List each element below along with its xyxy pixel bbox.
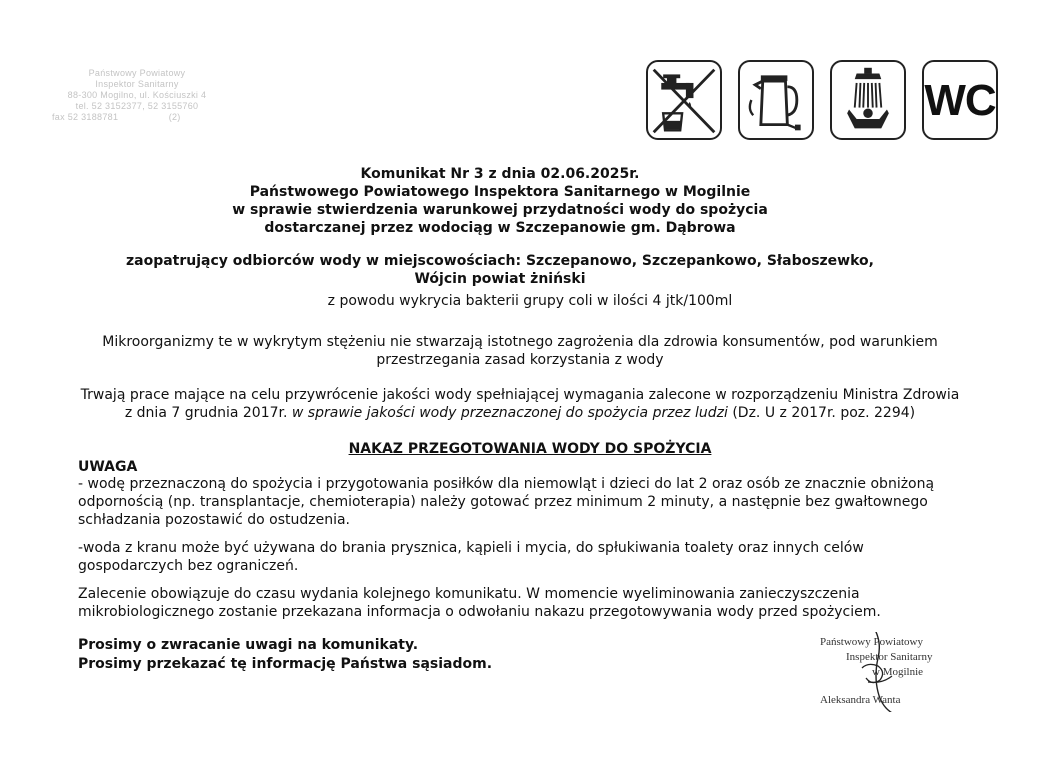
communique-heading [0,165,1000,237]
office-stamp-line: fax 52 3188781 (2) [52,112,181,122]
subject-line: w sprawie stwierdzenia warunkowej przydatności wody do spożycia [232,202,768,218]
microorganisms-note [40,333,1000,369]
subject-line: dostarczanej przez wodociąg w Szczepanowie gm. Dąbrowa [264,220,736,236]
signature-stamp [812,632,972,712]
wc-icon [922,60,998,140]
office-stamp [52,68,222,123]
paragraph-tap-water [78,539,978,575]
signature-stamp-line: Inspektor Sanitarny [846,651,933,663]
handwritten-signature [812,632,972,712]
signature-stamp-line: w Mogilnie [872,666,924,678]
kettle-icon [738,60,814,140]
paragraph-line: Zalecenie obowiązuje do czasu wydania kolejnego komunikatu. W momencie wyeliminowania zanieczyszczenia [78,586,860,602]
closing-line: Prosimy o zwracanie uwagi na komunikaty. [78,637,419,653]
signature-name: Aleksandra Wanta [820,694,901,706]
recipients [0,252,1000,288]
paragraph-line: gospodarczych bez ograniczeń. [78,558,299,574]
office-stamp-line: Inspektor Sanitarny [95,79,179,89]
regulation-title: w sprawie jakości wody przeznaczonej do spożycia przez ludzi [291,405,728,421]
communique-number: Komunikat Nr 3 z dnia 02.06.2025r. [360,166,640,182]
recipients-line: Wójcin powiat żniński [414,271,586,287]
no-tap-water-icon [646,60,722,140]
recipients-line: zaopatrujący odbiorców wody w miejscowościach: Szczepanowo, Szczepankowo, Słaboszewko, [125,253,874,269]
shower-icon [830,60,906,140]
signature-stamp-line: Państwowy Powiatowy [820,636,923,648]
works-line: Trwają prace mające na celu przywrócenie jakości wody spełniającej wymagania zalecone w rozporządzeniu Ministra Zdrowia [80,387,960,403]
closing-line: Prosimy przekazać tę informację Państwa sąsiadom. [78,656,493,672]
issuer: Państwowego Powiatowego Inspektora Sanitarnego w Mogilnie [249,184,751,200]
office-stamp-line: 88-300 Mogilno, ul. Kościuszki 4 [67,90,207,100]
closing-requests [78,636,492,674]
paragraph-validity [78,585,978,621]
warning-label: UWAGA [78,459,138,475]
office-stamp-line: tel. 52 3152377, 52 3155760 [75,101,199,111]
paragraph-line: - wodę przeznaczoną do spożycia i przygotowania posiłków dla niemowląt i dzieci do lat 2 oraz osób ze znacznie obniżoną [78,476,935,492]
works-line: z dnia 7 grudnia 2017r. w sprawie jakości wody przeznaczonej do spożycia przez ludzi (Dz. U z 2017r. poz. 2294) [124,405,916,421]
paragraph-line: mikrobiologicznego zostanie przekazana informacja o odwołaniu nakazu przegotowywania wody przed spożyciem. [78,604,881,620]
paragraph-line: odpornością (np. transplantacje, chemioterapia) należy gotować przez minimum 2 minuty, a następnie bez gwałtownego [78,494,928,510]
wc-label: WC [924,76,996,125]
microorganisms-line: Mikroorganizmy te w wykrytym stężeniu nie stwarzają istotnego zagrożenia dla zdrowia konsumentów, pod warunkiem [102,334,938,350]
paragraph-infants [78,475,978,529]
paragraph-line: schładzania pozostawić do ostudzenia. [78,512,351,528]
paragraph-line: -woda z kranu może być używana do brania prysznica, kąpieli i mycia, do spłukiwania toalety oraz innych celów [78,540,864,556]
order-title: NAKAZ PRZEGOTOWANIA WODY DO SPOŻYCIA [348,441,712,457]
office-stamp-line: Państwowy Powiatowy [88,68,186,78]
microorganisms-line: przestrzegania zasad korzystania z wody [376,352,664,368]
reason: z powodu wykrycia bakterii grupy coli w ilości 4 jtk/100ml [327,293,733,309]
works-note [40,386,1000,422]
